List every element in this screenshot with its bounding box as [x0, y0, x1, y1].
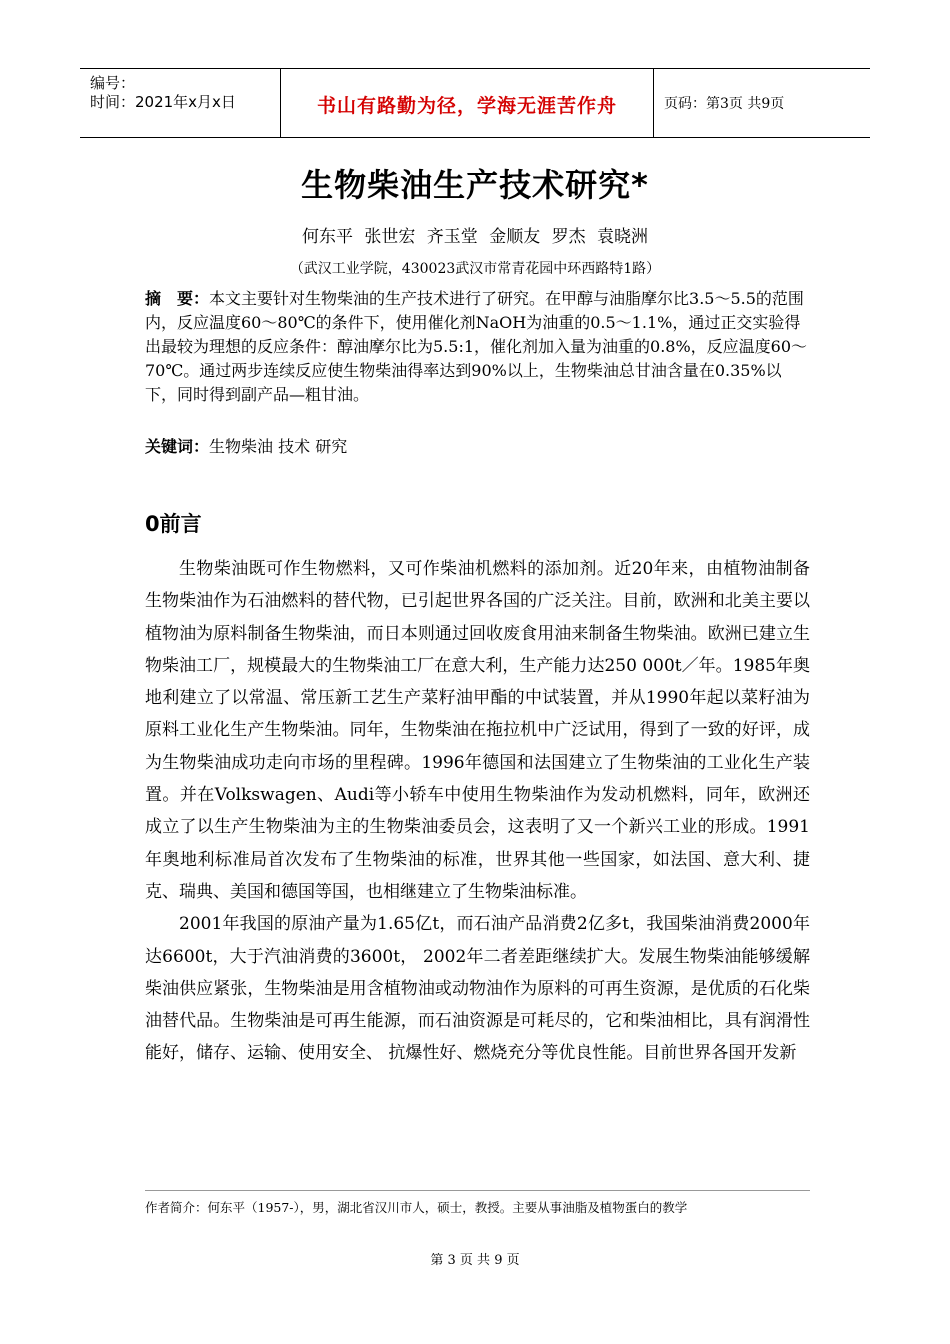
affiliation: （武汉工业学院，430023武汉市常青花园中环西路特1路） [289, 261, 661, 277]
abstract-label: 摘 要： [145, 289, 210, 308]
page-title: 生物柴油生产技术研究* [301, 166, 649, 204]
section-heading: 0前言 [145, 512, 202, 536]
abstract [145, 287, 810, 407]
footnote-divider [145, 1190, 810, 1191]
motto: 书山有路勤为径，学海无涯苦作舟 [316, 95, 617, 117]
paragraph: 2001年我国的原油产量为1.65亿t，而石油产品消费2亿多t，我国柴油消费2000年达6600t，大于汽油消费的3600t， 2002年二者差距继续扩大。发展生物柴油能够缓解柴油供应紧张，生物柴油是用含植物油或动物油作为原料的可再生资源，是优质的石化柴油替代品。生物柴油是可再生能源，而石油资源是可耗尽的，它和柴油相比，具有润滑性能好，储存、运输、使用安全、 抗爆性好、燃烧充分等优良性能。目前世界各国开发新 [145, 914, 810, 1064]
footnote: 作者简介：何东平（1957-），男，湖北省汉川市人，硕士，教授。主要从事油脂及植物蛋白的教学 [145, 1200, 688, 1215]
date-line: 时间：2021年x月x日 [90, 93, 236, 111]
authors: 何东平 张世宏 齐玉堂 金顺友 罗杰 袁晓洲 [301, 227, 649, 247]
paragraph: 生物柴油既可作生物燃料，又可作柴油机燃料的添加剂。近20年来，由植物油制备生物柴油作为石油燃料的替代物，已引起世界各国的广泛关注。目前，欧洲和北美主要以植物油为原料制备生物柴油，而日本则通过回收废食用油来制备生物柴油。欧洲已建立生物柴油工厂，规模最大的生物柴油工厂在意大利，生产能力达250 000t／年。1985年奥地利建立了以常温、常压新工艺生产菜籽油甲酯的中试装置，并从1990年起以菜籽油为原料工业化生产生物柴油。同年，生物柴油在拖拉机中广泛试用，得到了一致的好评，成为生物柴油成功走向市场的里程碑。1996年德国和法国建立了生物柴油的工业化生产装置。并在Volkswagen、Audi等小轿车中使用生物柴油作为发动机燃料，同年，欧洲还成立了以生产生物柴油为主的生物柴油委员会，这表明了又一个新兴工业的形成。1991年奥地利标准局首次发布了生物柴油的标准，世界其他一些国家，如法国、意大利、捷克、瑞典、美国和德国等国，也相继建立了生物柴油标准。 [145, 559, 810, 902]
header-meta-cell [80, 69, 281, 137]
header-table [80, 68, 870, 138]
header-page-cell [654, 69, 870, 137]
header-motto-cell [281, 69, 654, 137]
keywords-text: 生物柴油 技术 研究 [209, 437, 348, 456]
abstract-text: 本文主要针对生物柴油的生产技术进行了研究。在甲醇与油脂摩尔比3.5～5.5的范围内，反应温度60～80℃的条件下，使用催化剂NaOH为油重的0.5～1.1%，通过正交实验得出最较为理想的反应条件：醇油摩尔比为5.5:1，催化剂加入量为油重的0.8%，反应温度60～70℃。通过两步连续反应使生物柴油得率达到90%以上，生物柴油总甘油含量在0.35%以下，同时得到副产品—粗甘油。 [145, 289, 808, 404]
keywords [145, 434, 347, 457]
keywords-label: 关键词： [145, 437, 210, 456]
page-info: 页码：第3页 共9页 [664, 96, 785, 112]
page-number: 第 3 页 共 9 页 [430, 1253, 520, 1268]
body-text [145, 553, 810, 1070]
code-label: 编号： [90, 74, 136, 92]
